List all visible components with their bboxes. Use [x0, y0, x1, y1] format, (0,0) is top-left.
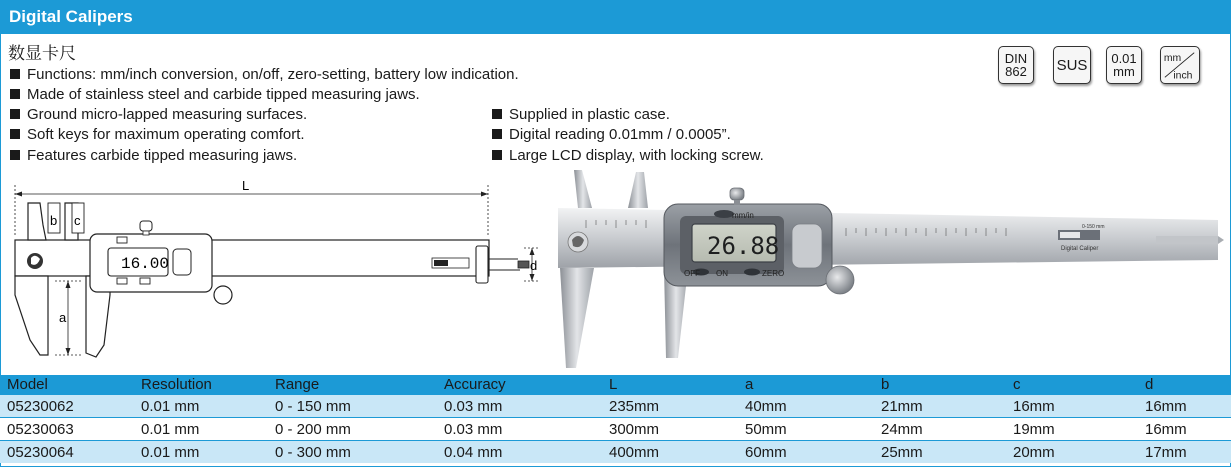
table-cell: 17mm — [1138, 440, 1231, 463]
bullet-square-icon — [10, 89, 20, 99]
feature-item: Features carbide tipped measuring jaws. — [10, 147, 297, 165]
table-cell: 05230064 — [0, 440, 134, 463]
caliper-dimension-drawing — [10, 175, 550, 370]
table-row — [0, 440, 1231, 463]
table-row — [0, 394, 1231, 417]
table-cell: 16mm — [1138, 417, 1231, 440]
table-cell: 0 - 200 mm — [268, 417, 437, 440]
table-cell: 0.03 mm — [437, 417, 602, 440]
bullet-square-icon — [492, 109, 502, 119]
table-cell: 60mm — [738, 440, 874, 463]
table-cell: 400mm — [602, 440, 738, 463]
feature-item: Digital reading 0.01mm / 0.0005”. — [492, 126, 731, 144]
table-cell: 235mm — [602, 394, 738, 417]
page-title: Digital Calipers — [9, 7, 133, 26]
table-row — [0, 417, 1231, 440]
drawing-lcd-readout: 16.00 — [121, 255, 170, 273]
table-cell: 05230063 — [0, 417, 134, 440]
col-header-a: a — [738, 375, 874, 394]
bullet-square-icon — [10, 69, 20, 79]
feature-item: Made of stainless steel and carbide tipped measuring jaws. — [10, 86, 420, 104]
photo-scale-text: 0-150 mm — [1082, 224, 1105, 230]
svg-text:mm: mm — [1163, 53, 1182, 65]
table-cell: 20mm — [1006, 440, 1138, 463]
feature-item: Large LCD display, with locking screw. — [492, 147, 764, 165]
mm-inch-conversion-icon — [1160, 47, 1200, 83]
resolution-badge: 0.01 mm — [1106, 46, 1142, 84]
dim-label-d: d — [530, 258, 538, 273]
table-cell: 50mm — [738, 417, 874, 440]
col-header-accuracy: Accuracy — [437, 375, 602, 394]
din-862-badge: DIN 862 — [998, 46, 1034, 84]
col-header-d: d — [1138, 375, 1231, 394]
chinese-subtitle: 数显卡尺 — [8, 44, 76, 64]
table-cell: 0.01 mm — [134, 417, 268, 440]
dim-label-L: L — [242, 178, 250, 193]
photo-zero-label: ZERO — [762, 269, 785, 278]
col-header-model: Model — [0, 375, 134, 394]
sus-badge: SUS — [1053, 46, 1091, 84]
photo-off-label: OFF — [684, 269, 700, 278]
bullet-square-icon — [492, 129, 502, 139]
table-cell: 0.04 mm — [437, 440, 602, 463]
photo-lcd-readout: 26.88 — [707, 232, 780, 260]
table-cell: 40mm — [738, 394, 874, 417]
table-cell: 24mm — [874, 417, 1006, 440]
table-cell: 16mm — [1138, 394, 1231, 417]
bullet-square-icon — [10, 109, 20, 119]
table-cell: 0.01 mm — [134, 440, 268, 463]
bullet-square-icon — [492, 150, 502, 160]
feature-item: Supplied in plastic case. — [492, 106, 670, 124]
feature-item: Ground micro-lapped measuring surfaces. — [10, 106, 307, 124]
feature-item: Functions: mm/inch conversion, on/off, zero-setting, battery low indication. — [10, 66, 519, 84]
bullet-square-icon — [10, 129, 20, 139]
table-cell: 0 - 300 mm — [268, 440, 437, 463]
table-cell: 300mm — [602, 417, 738, 440]
table-cell: 19mm — [1006, 417, 1138, 440]
bullet-square-icon — [10, 150, 20, 160]
table-cell: 05230062 — [0, 394, 134, 417]
photo-on-label: ON — [716, 269, 728, 278]
col-header-L: L — [602, 375, 738, 394]
col-header-b: b — [874, 375, 1006, 394]
table-cell: 16mm — [1006, 394, 1138, 417]
photo-label-text: Digital Caliper — [1061, 246, 1099, 252]
col-header-range: Range — [268, 375, 437, 394]
caliper-product-photo — [556, 168, 1228, 373]
col-header-c: c — [1006, 375, 1138, 394]
dim-label-c: c — [74, 213, 81, 228]
dim-label-b: b — [50, 213, 58, 228]
dim-label-a: a — [59, 310, 67, 325]
table-cell: 0 - 150 mm — [268, 394, 437, 417]
table-cell: 21mm — [874, 394, 1006, 417]
photo-mm-in-label: mm/in — [732, 211, 754, 220]
table-cell: 25mm — [874, 440, 1006, 463]
title-bar — [0, 0, 1231, 34]
table-cell: 0.01 mm — [134, 394, 268, 417]
col-header-resolution: Resolution — [134, 375, 268, 394]
feature-item: Soft keys for maximum operating comfort. — [10, 126, 305, 144]
mm-inch-badge — [1160, 46, 1200, 84]
table-cell: 0.03 mm — [437, 394, 602, 417]
svg-text:inch: inch — [1173, 70, 1193, 82]
spec-table — [0, 375, 1231, 463]
table-header-row — [0, 375, 1231, 394]
